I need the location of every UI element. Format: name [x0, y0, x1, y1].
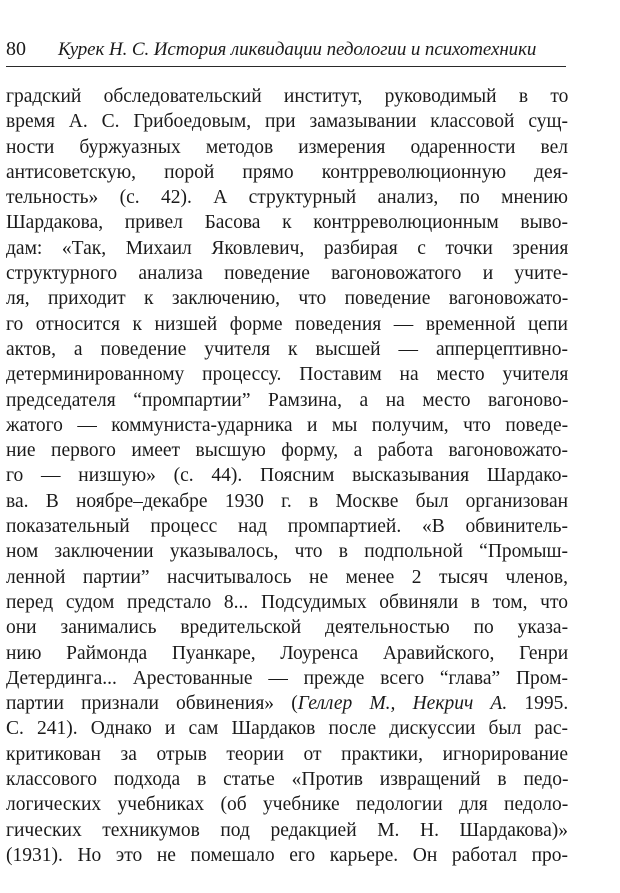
text-line: ва. В ноябре–декабре 1930 г. в Москве был организован — [6, 490, 569, 512]
citation-post: 1995. — [507, 693, 569, 715]
text-line: Шардакова, привел Басова к контрреволюционным выво- — [6, 212, 568, 234]
text-line: ности буржуазных методов измерения одаренности вел — [6, 136, 568, 158]
text-line: перед судом предстало 8... Подсудимых обвиняли в том, что — [6, 591, 568, 613]
text-line: время А. С. Грибоедовым, при замазывании классовой сущ- — [6, 111, 569, 133]
text-line: актов, а поведение учителя к высшей — апперцептивно- — [6, 338, 568, 360]
text-line: антисоветскую, порой прямо контрреволюционную дея- — [6, 161, 569, 183]
body-text — [6, 84, 568, 868]
text-line: градский обследовательский институт, руководимый в то — [6, 86, 569, 107]
text-line: го — низшую» (с. 44). Поясним высказывания Шардако- — [6, 465, 568, 487]
text-line: показательный процесс над промпартией. «В обвинитель- — [6, 516, 568, 538]
citation-authors: Геллер М., Некрич А. — [297, 693, 508, 715]
text-line: тельность» (с. 42). А структурный анализ, по мнению — [6, 187, 568, 209]
text-line: председателя “промпартии” Рамзина, а на место вагоново- — [6, 389, 569, 411]
text-line: структурного анализа поведение вагоновожатого и учите- — [6, 263, 569, 285]
text-line: логических учебниках (об учебнике педологии для педоло- — [6, 794, 569, 816]
text-line: ние первого имеет высшую форму, а работа вагоновожато- — [6, 440, 568, 462]
text-line: ля, приходит к заключению, что поведение вагоновожато- — [6, 288, 569, 310]
text-line: критикован за отрыв теории от практики, игнорирование — [6, 743, 568, 765]
text-line: жатого — коммуниста-ударника и мы получим, что поведе- — [6, 414, 569, 436]
text-line: (1931). Но это не помешало его карьере. Он работал про- — [6, 844, 568, 866]
citation-pre: партии признали обвинения» ( — [6, 693, 298, 715]
text-line: ленной партии” насчитывалось не менее 2 тысяч членов, — [6, 566, 568, 588]
running-title: Курек Н. С. История ликвидации педологии и психотехники — [58, 39, 537, 60]
text-line: го относится к низшей форме поведения — временной цепи — [6, 313, 568, 335]
text-line: детерминированному процессу. Поставим на место учителя — [6, 364, 569, 386]
text-line: Детердинга... Арестованные — прежде всего “глава” Пром- — [6, 667, 568, 689]
running-header — [6, 36, 566, 67]
text-line: нию Раймонда Пуанкаре, Лоуренса Аравийского, Генри — [6, 642, 569, 664]
text-line: дам: «Так, Михаил Яковлевич, разбирая с точки зрения — [6, 237, 569, 259]
page-number: 80 — [6, 38, 26, 60]
text-line: ном заключении указывалось, что в подпольной “Промыш- — [6, 541, 568, 563]
text-line: гических техникумов под редакцией М. Н. Шардакова)» — [6, 819, 568, 841]
text-line: С. 241). Однако и сам Шардаков после дискуссии был рас- — [6, 718, 568, 740]
text-line: они занимались вредительской деятельностью по указа- — [6, 617, 569, 639]
text-line-with-citation — [6, 691, 568, 716]
text-line: классового подхода в статье «Против извращений в педо- — [6, 769, 569, 791]
